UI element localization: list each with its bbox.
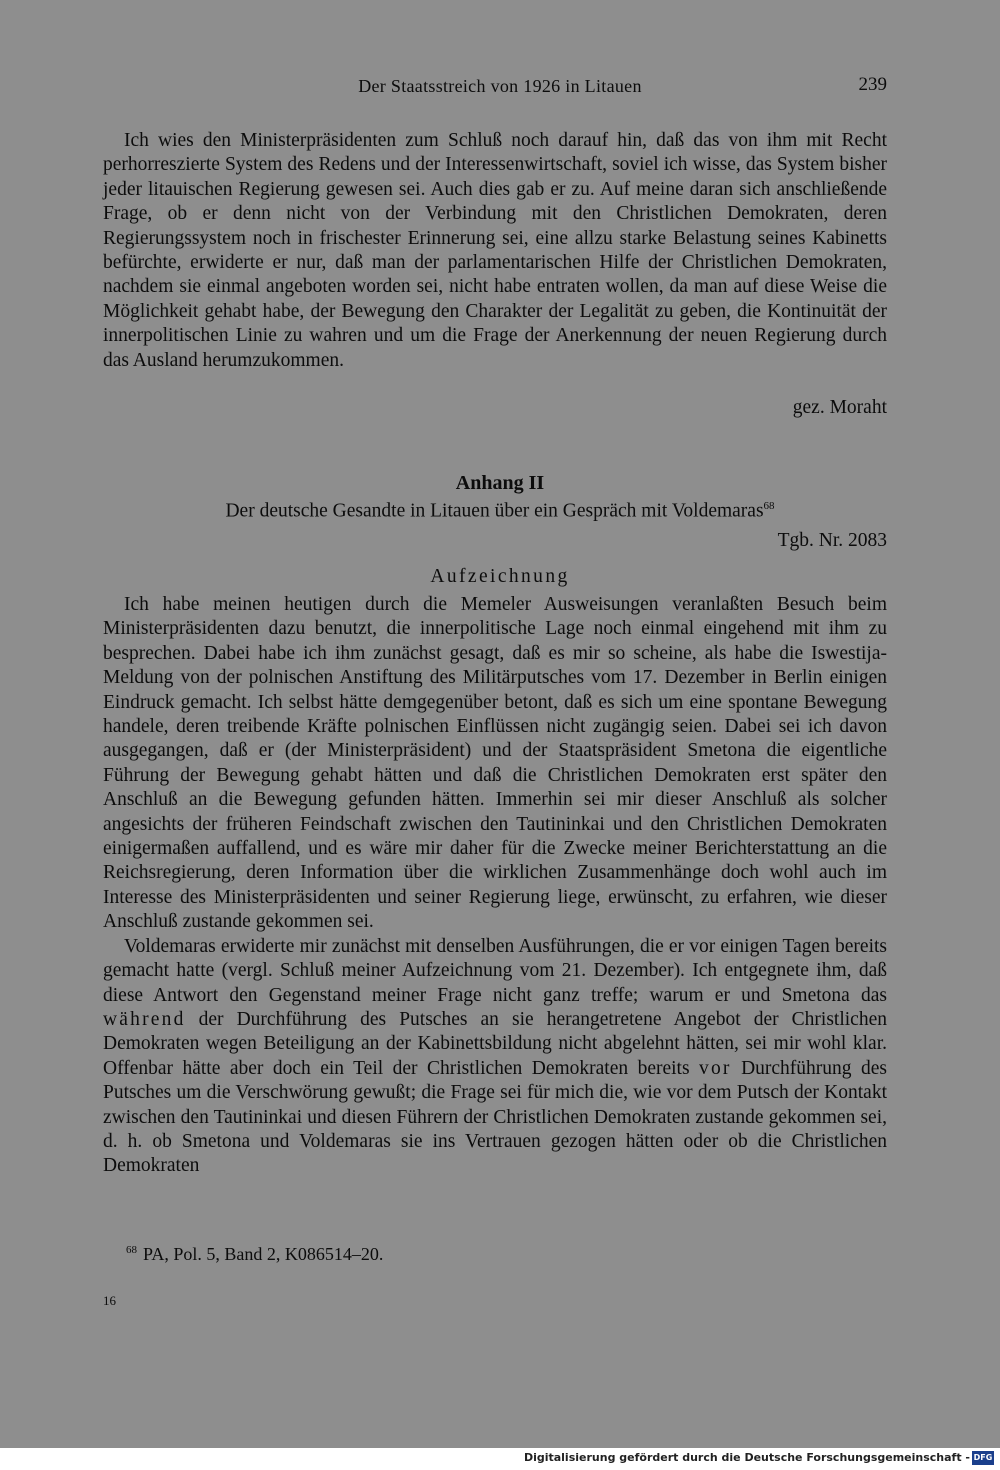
text-run: Durchführung des Putsches um die Verschwörung gewußt; die Frage sei für mich die, wie vor dem Putsch der Kontakt zwischen den Tautininkai und diesen Führern der Christlichen Demokraten zustande gekommen sei, d. h. ob Smetona und Voldemaras sie ins Vertrauen gezogen hätten oder ob die Christlichen Demokraten — [103, 1057, 887, 1177]
printer-signature-mark: 16 — [103, 1293, 116, 1308]
footnote-text: PA, Pol. 5, Band 2, K086514–20. — [143, 1244, 384, 1264]
appendix-title: Anhang II — [455, 472, 545, 494]
text-run: Voldemaras erwiderte mir zunächst mit denselben Ausführungen, die er vor einigen Tagen bereits gemacht hatte (vergl. Schluß meiner Aufzeichnung vom 21. Dezember). Ich entgegnete ihm, daß diese Antwort den Gegenstand meiner Frage nicht ganz treffe; warum er und Smetona das — [103, 935, 887, 1006]
emphasized-word: vor — [699, 1057, 732, 1079]
dfg-logo-icon: DFG — [972, 1451, 994, 1465]
funding-credit: Digitalisierung gefördert durch die Deutsche Forschungsgemeinschaft - — [523, 1451, 970, 1464]
signature: gez. Moraht — [792, 397, 887, 418]
paragraph — [103, 935, 887, 1179]
text-run: der Durchführung des Putsches an sie herangetretene Angebot der Christlichen Demokraten wegen Beteiligung an der Kabinettsbildung nicht abgelehnt hätten, sei mir wohl klar. Offenbar hätte aber doch ein Teil der Christlichen Demokraten bereits — [103, 1008, 887, 1079]
appendix-subtitle — [0, 500, 1000, 523]
paragraph: Ich habe meinen heutigen durch die Memeler Ausweisungen veranlaßten Besuch beim Ministerpräsidenten dazu benutzt, die innerpolitische Lage noch einmal eingehend mit ihm zu besprechen. Dabei habe ich ihm zunächst gesagt, daß es mir so scheine, als habe die Iswestija-Meldung von der polnischen Anstiftung des Militärputsches vom 17. Dezember in Berlin einigen Eindruck gemacht. Ich selbst hätte demgegenüber betont, daß es sich um eine spontane Bewegung handele, deren treibende Kräfte polnischen Einflüssen nicht zugängig seien. Dabei sei ich davon ausgegangen, daß er (der Ministerpräsident) und der Staatspräsident Smetona die eigentliche Führung der Bewegung gehabt hätten und daß die Christlichen Demokraten erst später den Anschluß an die Bewegung gefunden hätten. Immerhin sei mir dieser Anschluß als solcher angesichts der früheren Feindschaft zwischen den Tautininkai und den Christlichen Demokraten einigermaßen auffallend, und es wäre mir daher für die Zwecke meiner Berichterstattung an die Reichsregierung, deren Information über die wirklichen Zusammenhänge doch wohl auch im Interesse des Ministerpräsidenten und seiner Regierung liege, erwünscht, zu erfahren, wie dieser Anschluß zustande gekommen sei. — [103, 594, 887, 933]
emphasized-word: während — [103, 1008, 186, 1030]
footnote — [126, 1244, 383, 1265]
appendix-subtitle-text: Der deutsche Gesandte in Litauen über ein Gespräch mit Voldemaras — [225, 500, 764, 522]
page-number: 239 — [858, 74, 887, 95]
section-1-text — [103, 129, 887, 373]
running-title: Der Staatsstreich von 1926 in Litauen — [358, 76, 642, 96]
section-heading: Aufzeichnung — [430, 566, 570, 587]
footnote-mark: 68 — [126, 1244, 137, 1256]
paragraph: Ich wies den Ministerpräsidenten zum Schluß noch darauf hin, daß das von ihm mit Recht perhorreszierte System des Redens und der Interessenwirtschaft, soviel ich wisse, das System bisher jeder litauischen Regierung gewesen sei. Auch dies gab er zu. Auf meine daran sich anschließende Frage, ob er denn nicht von der Verbindung mit den Christlichen Demokraten, deren Regierungssystem noch in frischester Erinnerung sei, eine allzu starke Belastung seines Kabinetts befürchte, erwiderte er nur, daß man der parlamentarischen Hilfe der Christlichen Demokraten, nachdem sie einmal angeboten worden sei, nicht habe entraten wollen, da man auf diese Weise die Möglichkeit gehabt habe, der Bewegung den Charakter der Legalität zu geben, die Kontinuität der innerpolitischen Linie zu wahren und um die Frage der Anerkennung der neuen Regierung durch das Ausland herumzukommen. — [103, 130, 887, 371]
section-2-text — [103, 593, 887, 1179]
reference-number: Tgb. Nr. 2083 — [777, 530, 887, 551]
footnote-reference: 68 — [763, 500, 775, 512]
